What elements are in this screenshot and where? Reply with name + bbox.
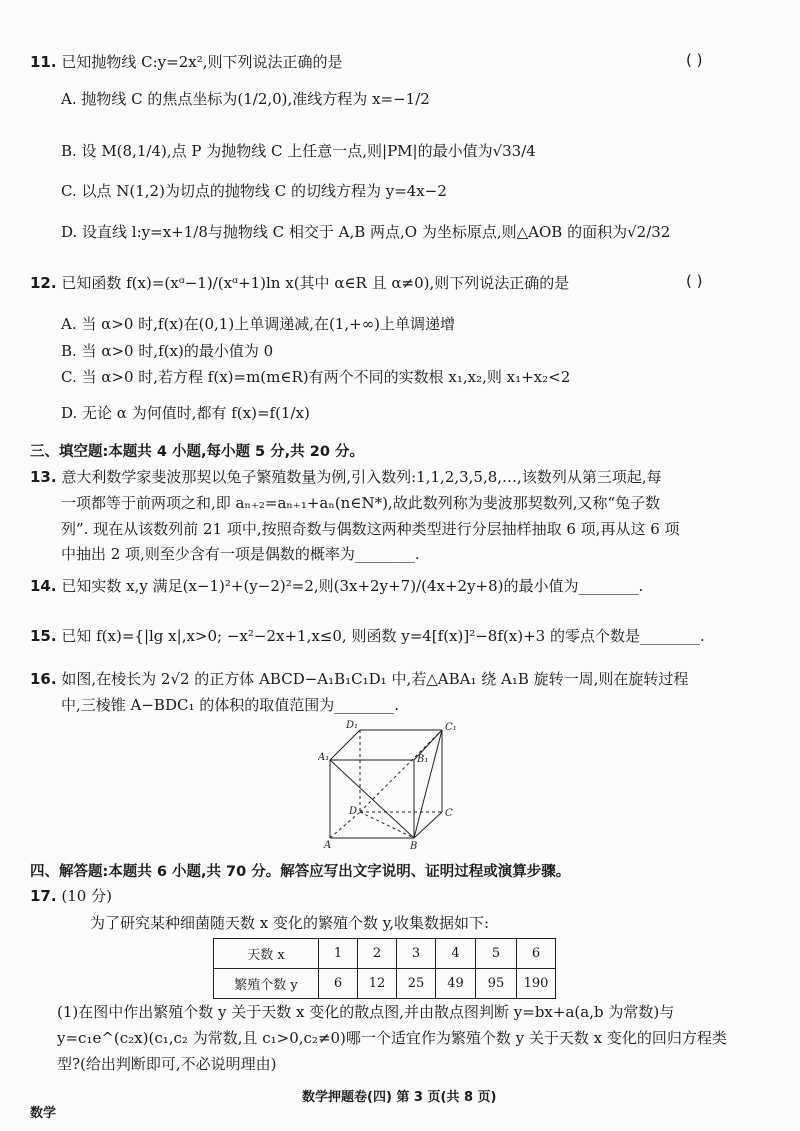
q17-data-table: [213, 938, 556, 999]
q16-line-2: 中,三棱锥 A−BDC₁ 的体积的取值范围为________.: [61, 696, 400, 714]
q15-number: 15.: [30, 627, 57, 645]
q12-option-c: C. 当 α>0 时,若方程 f(x)=m(m∈R)有两个不同的实数根 x₁,x₂,则 x₁+x₂<2: [61, 368, 571, 386]
q12-stem: 已知函数 f(x)=(xᵅ−1)/(xᵅ+1)ln x(其中 α∈R 且 α≠0),则下列说法正确的是: [61, 274, 570, 292]
q11-option-c: C. 以点 N(1,2)为切点的抛物线 C 的切线方程为 y=4x−2: [61, 182, 447, 200]
section-3-heading: 三、填空题:本题共 4 小题,每小题 5 分,共 20 分。: [30, 444, 364, 460]
edge-bc1: [414, 730, 442, 838]
q12-option-d: D. 无论 α 为何值时,都有 f(x)=f(1/x): [61, 404, 310, 422]
q12-option-b: B. 当 α>0 时,f(x)的最小值为 0: [61, 342, 274, 360]
label-d1: D₁: [346, 720, 359, 731]
footer-subject: 数学: [30, 1106, 57, 1121]
label-d: D: [349, 806, 358, 817]
label-b: B: [410, 841, 418, 851]
cube-figure: [318, 716, 468, 851]
edge-a1b: [330, 760, 414, 838]
section-4-heading: 四、解答题:本题共 6 小题,共 70 分。解答应写出文字说明、证明过程或演算步骤。: [30, 864, 571, 880]
label-c1: C₁: [445, 722, 457, 733]
table-cell: 25: [397, 969, 436, 999]
q14: [30, 575, 643, 596]
table-cell: 190: [517, 969, 556, 999]
page-footer-info: 数学押题卷(四) 第 3 页(共 8 页): [302, 1090, 497, 1105]
table-cell: 3: [397, 939, 436, 969]
q13-number: 13.: [30, 468, 57, 486]
q13-line-3: 列”. 现在从该数列前 21 项中,按照奇数与偶数这两种类型进行分层抽样抽取 6 项,再从这 6 项: [61, 520, 680, 538]
table-row: [214, 939, 556, 969]
q12-option-a: A. 当 α>0 时,f(x)在(0,1)上单调递减,在(1,+∞)上单调递增: [61, 315, 456, 333]
q11-option-a: A. 抛物线 C 的焦点坐标为(1/2,0),准线方程为 x=−1/2: [61, 90, 430, 108]
q17-number: 17.: [30, 887, 57, 905]
q14-text: 已知实数 x,y 满足(x−1)²+(y−2)²=2,则(3x+2y+7)/(4x+2y+8)的最小值为________.: [61, 577, 644, 595]
edge-bc: [414, 812, 442, 838]
q12-answer-paren: ( ): [686, 272, 703, 290]
table-cell: 2: [358, 939, 397, 969]
row2-label: 繁殖个数 y: [214, 969, 319, 999]
edge-a1d1: [330, 730, 360, 760]
table-cell: 6: [319, 969, 358, 999]
table-cell: 4: [436, 939, 476, 969]
q14-number: 14.: [30, 577, 57, 595]
q13-line-1: 意大利数学家斐波那契以兔子繁殖数量为例,引入数列:1,1,2,3,5,8,…,该数列从第三项起,每: [61, 468, 662, 486]
q15: [30, 625, 705, 646]
q11: [30, 51, 343, 72]
q12-number: 12.: [30, 274, 57, 292]
table-cell: 95: [476, 969, 517, 999]
q17-intro: 为了研究某种细菌随天数 x 变化的繁殖个数 y,收集数据如下:: [90, 914, 490, 932]
q17-part1-line-3: 型?(给出判断即可,不必说明理由): [57, 1055, 277, 1073]
row1-label: 天数 x: [214, 939, 319, 969]
q17: [30, 885, 112, 906]
q17-part1-line-1: (1)在图中作出繁殖个数 y 关于天数 x 变化的散点图,并由散点图判断 y=bx+a(a,b 为常数)与: [57, 1003, 675, 1021]
q16-number: 16.: [30, 670, 57, 688]
label-a1: A₁: [318, 752, 330, 763]
edge-db-hidden: [360, 812, 414, 838]
q16-line-1: 如图,在棱长为 2√2 的正方体 ABCD−A₁B₁C₁D₁ 中,若△ABA₁ 绕 A₁B 旋转一周,则在旋转过程: [61, 670, 689, 688]
table-cell: 6: [517, 939, 556, 969]
table-cell: 12: [358, 969, 397, 999]
label-a: A: [324, 840, 332, 851]
q13: [30, 466, 662, 487]
table-cell: 49: [436, 969, 476, 999]
label-c: C: [445, 808, 453, 819]
q11-option-b: B. 设 M(8,1/4),点 P 为抛物线 C 上任意一点,则|PM|的最小值为√33/4: [61, 142, 536, 160]
table-cell: 1: [319, 939, 358, 969]
q13-line-2: 一项都等于前两项之和,即 aₙ₊₂=aₙ₊₁+aₙ(n∈N*),故此数列称为斐波那契数列,又称“兔子数: [61, 494, 661, 512]
q11-answer-paren: ( ): [686, 51, 703, 69]
label-b1: B₁: [417, 754, 429, 765]
q13-line-4: 中抽出 2 项,则至少含有一项是偶数的概率为________.: [61, 545, 420, 563]
q11-option-d: D. 设直线 l:y=x+1/8与抛物线 C 相交于 A,B 两点,O 为坐标原点,则△AOB 的面积为√2/32: [61, 223, 671, 241]
q11-number: 11.: [30, 53, 57, 71]
q16: [30, 668, 688, 689]
q17-part1-line-2: y=c₁e^(c₂x)(c₁,c₂ 为常数,且 c₁>0,c₂≠0)哪一个适宜作为繁殖个数 y 关于天数 x 变化的回归方程类: [57, 1029, 727, 1047]
q15-text: 已知 f(x)={|lg x|,x>0; −x²−2x+1,x≤0, 则函数 y=4[f(x)]²−8f(x)+3 的零点个数是________.: [61, 627, 705, 645]
q11-stem: 已知抛物线 C:y=2x²,则下列说法正确的是: [61, 53, 343, 71]
table-cell: 5: [476, 939, 517, 969]
q12: [30, 272, 569, 293]
table-row: [214, 969, 556, 999]
q17-score: (10 分): [61, 887, 112, 905]
